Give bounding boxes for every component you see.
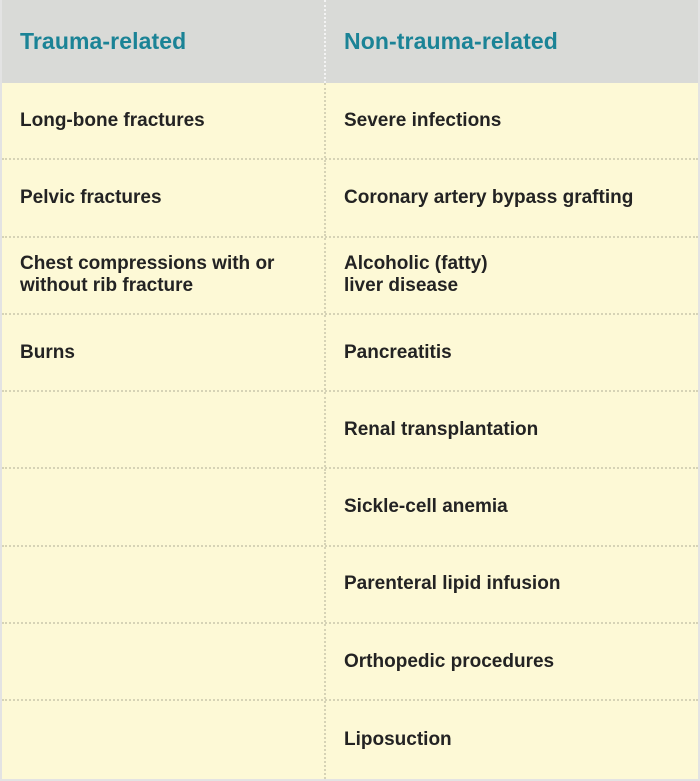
non-trauma-cell: Orthopedic procedures bbox=[324, 624, 698, 699]
non-trauma-cell: Sickle-cell anemia bbox=[324, 469, 698, 544]
trauma-cell: Long-bone fractures bbox=[20, 109, 205, 131]
table-row bbox=[2, 624, 698, 701]
trauma-cell bbox=[2, 469, 324, 544]
non-trauma-cell: Alcoholic (fatty) liver disease bbox=[324, 238, 698, 313]
table-row bbox=[2, 238, 698, 315]
non-trauma-cell: Parenteral lipid infusion bbox=[324, 547, 698, 622]
table-row bbox=[2, 315, 698, 392]
trauma-cell bbox=[2, 547, 324, 622]
non-trauma-cell: Renal transplantation bbox=[324, 392, 698, 467]
non-trauma-cell: Liposuction bbox=[324, 701, 698, 778]
header-trauma-related: Trauma-related bbox=[20, 28, 187, 54]
trauma-cell bbox=[2, 624, 324, 699]
table-header bbox=[2, 0, 698, 83]
table-row bbox=[2, 392, 698, 469]
table-body bbox=[2, 83, 698, 779]
non-trauma-cell: Pancreatitis bbox=[324, 315, 698, 390]
non-trauma-cell: Severe infections bbox=[324, 83, 698, 158]
trauma-cell: Pelvic fractures bbox=[20, 186, 162, 208]
non-trauma-cell: Coronary artery bypass grafting bbox=[324, 160, 698, 235]
header-non-trauma-related: Non-trauma-related bbox=[324, 0, 698, 83]
trauma-cell bbox=[2, 701, 324, 778]
table-row bbox=[2, 160, 698, 237]
trauma-cell bbox=[2, 392, 324, 467]
table-row bbox=[2, 547, 698, 624]
table-row bbox=[2, 83, 698, 160]
table-row bbox=[2, 701, 698, 778]
table-row bbox=[2, 469, 698, 546]
trauma-cell: Burns bbox=[20, 341, 75, 363]
trauma-cell: Chest compressions with or without rib fracture bbox=[20, 253, 275, 297]
